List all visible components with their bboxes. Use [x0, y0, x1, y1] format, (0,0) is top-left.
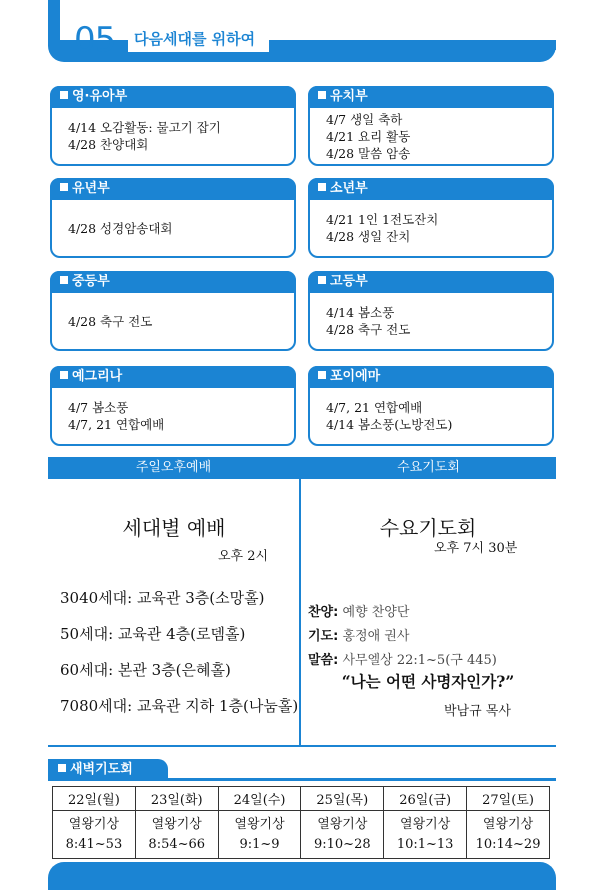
order-label: 기도: [308, 629, 339, 644]
order-row [308, 604, 497, 628]
square-bullet-icon [318, 371, 326, 379]
dept-name: 중등부 [72, 274, 110, 289]
generation-item: 50세대: 교육관 4층(로뎀홀) [60, 625, 246, 643]
day-cell: 25일(목) [301, 787, 384, 811]
book-name: 열왕기상 [68, 816, 120, 832]
generation-item: 3040세대: 교육관 3층(소망홀) [60, 589, 265, 607]
dept-item: 4/28 성경암송대회 [68, 220, 173, 236]
generation-list [60, 588, 298, 732]
wednesday-service-time: 오후 7시 30분 [434, 541, 518, 556]
square-bullet-icon [318, 91, 326, 99]
dept-name: 유년부 [72, 181, 110, 196]
order-label: 찬양: [308, 605, 339, 620]
dept-tab [308, 86, 554, 108]
dept-tab [50, 178, 296, 200]
wednesday-service-header: 수요기도회 [301, 457, 556, 479]
dept-name: 예그리나 [72, 369, 123, 384]
dept-tab [50, 366, 296, 388]
book-name: 열왕기상 [482, 816, 534, 832]
dept-tab [308, 271, 554, 293]
order-value: 사무엘상 22:1~5(구 445) [342, 653, 497, 668]
dept-schedule [326, 394, 544, 438]
book-name: 열왕기상 [317, 816, 368, 832]
day-cell: 26일(금) [384, 787, 467, 811]
dept-item: 4/28 축구 전도 [68, 313, 153, 329]
dept-schedule [326, 111, 544, 161]
scripture-cell [301, 811, 384, 859]
book-name: 열왕기상 [400, 816, 451, 832]
section-bottom-rule [48, 745, 556, 747]
scripture-cell [135, 811, 218, 859]
dept-name: 영·유아부 [72, 89, 128, 104]
square-bullet-icon [60, 276, 68, 284]
dept-tab [50, 86, 296, 108]
column-divider [299, 457, 301, 747]
table-row [53, 787, 550, 811]
dept-schedule [68, 114, 286, 158]
dept-card-infant [50, 86, 296, 166]
dept-schedule [68, 394, 286, 438]
order-row [308, 628, 497, 652]
day-cell: 24일(수) [218, 787, 301, 811]
sunday-service-header: 주일오후예배 [48, 457, 299, 479]
dept-item: 4/21 1인 1전도잔치 [326, 212, 439, 227]
book-name: 열왕기상 [234, 816, 285, 832]
dept-item: 4/28 찬양대회 [68, 137, 149, 152]
dept-name: 고등부 [330, 274, 368, 289]
sermon-title: “나는 어떤 사명자인가?” [341, 672, 515, 691]
dept-schedule [326, 206, 544, 250]
verse-range: 8:41~53 [65, 836, 123, 852]
dept-schedule [68, 299, 286, 343]
sunday-service-title: 세대별 예배 [122, 516, 226, 540]
dept-item: 4/7, 21 연합예배 [68, 417, 165, 432]
dept-item: 4/28 생일 잔치 [326, 229, 411, 244]
scripture-cell [384, 811, 467, 859]
day-cell: 27일(토) [467, 787, 550, 811]
dept-item: 4/7 생일 축하 [326, 111, 403, 127]
dept-item: 4/7, 21 연합예배 [326, 400, 423, 415]
generation-item: 60세대: 본관 3층(은혜홀) [60, 661, 231, 679]
dept-item: 4/14 봄소풍(노방전도) [326, 417, 453, 432]
dept-card-junior [308, 178, 554, 258]
book-name: 열왕기상 [151, 816, 202, 832]
page-title: 다음세대를 위하여 [128, 26, 269, 52]
square-bullet-icon [318, 183, 326, 191]
preacher-name: 박남규 목사 [444, 704, 511, 719]
section-number: 05 [74, 20, 116, 60]
dept-card-high-school [308, 271, 554, 351]
dawn-prayer-title: 새벽기도회 [70, 762, 133, 777]
dept-tab [308, 178, 554, 200]
square-bullet-icon [60, 91, 68, 99]
dawn-prayer-table [52, 786, 550, 859]
square-bullet-icon [60, 183, 68, 191]
dept-card-yegrina [50, 366, 296, 446]
generation-item: 7080세대: 교육관 지하 1층(나눔홀) [60, 697, 299, 715]
day-cell: 22일(월) [53, 787, 136, 811]
verse-range: 10:14~29 [475, 836, 541, 852]
order-value: 예향 찬양단 [342, 605, 410, 620]
square-bullet-icon [60, 371, 68, 379]
dept-item: 4/7 봄소풍 [68, 400, 129, 415]
square-bullet-icon [318, 276, 326, 284]
dept-name: 포이에마 [330, 369, 381, 384]
dept-card-primary [50, 178, 296, 258]
scripture-cell [218, 811, 301, 859]
dept-schedule [68, 206, 286, 250]
table-row [53, 811, 550, 859]
dept-name: 소년부 [330, 181, 368, 196]
dept-tab [50, 271, 296, 293]
dawn-prayer-tab [48, 759, 168, 781]
wednesday-service-title: 수요기도회 [379, 516, 477, 540]
order-label: 말씀: [308, 653, 339, 668]
verse-range: 8:54~66 [148, 836, 206, 852]
order-value: 홍정애 권사 [342, 629, 410, 644]
scripture-cell [467, 811, 550, 859]
sunday-service-time: 오후 2시 [218, 549, 269, 564]
dept-card-poiema [308, 366, 554, 446]
dept-item: 4/14 봄소풍 [326, 305, 395, 320]
wednesday-order [308, 604, 497, 676]
dept-schedule [326, 299, 544, 343]
bottom-decoration-bar [48, 862, 556, 890]
verse-range: 10:1~13 [396, 836, 454, 852]
dept-item: 4/28 축구 전도 [326, 322, 411, 337]
dept-name: 유치부 [330, 89, 368, 104]
dept-item: 4/28 말씀 암송 [326, 145, 411, 161]
dept-item: 4/21 요리 활동 [326, 128, 411, 144]
dept-item: 4/14 오감활동: 물고기 잡기 [68, 120, 221, 135]
square-bullet-icon [58, 764, 66, 772]
dept-tab [308, 366, 554, 388]
day-cell: 23일(화) [135, 787, 218, 811]
verse-range: 9:1~9 [239, 836, 280, 852]
dept-card-middle-school [50, 271, 296, 351]
dept-card-kindergarten [308, 86, 554, 166]
verse-range: 9:10~28 [313, 836, 371, 852]
scripture-cell [53, 811, 136, 859]
